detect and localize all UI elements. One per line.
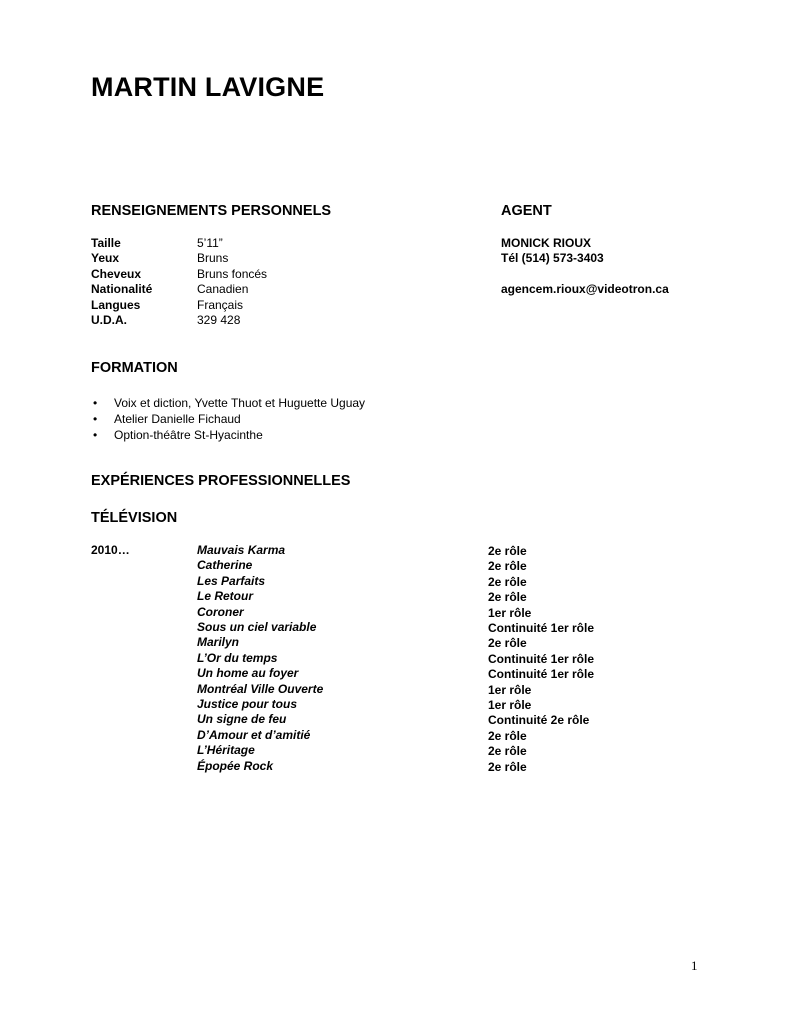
agent-email: agencem.rioux@videotron.ca [501, 282, 669, 296]
row-value: Bruns foncés [197, 266, 268, 281]
show-title: D’Amour et d’amitié [197, 727, 311, 742]
personal-row-hair [91, 267, 267, 282]
television-heading: TÉLÉVISION [91, 510, 178, 526]
bullet-icon: • [93, 428, 98, 442]
role: 2e rôle [488, 590, 527, 605]
show-title: Justice pour tous [197, 697, 298, 712]
page-number: 1 [691, 958, 698, 973]
role: 2e rôle [488, 544, 527, 558]
television-year: 2010… [91, 543, 130, 557]
list-item-text: Option-théâtre St-Hyacinthe [114, 428, 263, 442]
show-title: Mauvais Karma [197, 543, 286, 557]
row-label: Nationalité [91, 282, 153, 297]
show-title: Catherine [197, 558, 253, 573]
row-label: Cheveux [91, 266, 142, 281]
personal-row-eyes [91, 251, 267, 266]
personal-row-languages [91, 298, 267, 313]
role: 2e rôle [488, 574, 527, 589]
row-label: Yeux [91, 251, 120, 266]
television-roles [488, 544, 594, 775]
role: Continuité 1er rôle [488, 651, 595, 666]
role: 2e rôle [488, 728, 527, 743]
row-value: Canadien [197, 282, 249, 297]
row-value: 329 428 [197, 312, 241, 327]
role: Continuité 1er rôle [488, 667, 595, 682]
row-label: Langues [91, 297, 141, 312]
personal-info-table [91, 236, 267, 328]
show-title: L’Héritage [197, 743, 255, 758]
television-titles [197, 543, 323, 774]
role: 1er rôle [488, 605, 532, 620]
role: Continuité 2e rôle [488, 713, 590, 728]
role: 2e rôle [488, 759, 527, 774]
show-title: Épopée Rock [197, 758, 274, 773]
list-item [91, 411, 365, 427]
row-label: Taille [91, 236, 121, 250]
show-title: Le Retour [197, 589, 254, 604]
personal-row-nationality [91, 282, 267, 297]
row-value: Bruns [197, 251, 229, 266]
show-title: Sous un ciel variable [197, 620, 317, 635]
show-title: Un signe de feu [197, 712, 287, 727]
row-value: Français [197, 297, 244, 312]
formation-list [91, 395, 365, 443]
list-item-text: Voix et diction, Yvette Thuot et Huguette Uguay [114, 396, 366, 410]
list-item [91, 427, 365, 443]
show-title: Un home au foyer [197, 666, 299, 681]
agent-heading: AGENT [501, 203, 552, 219]
personal-row-height [91, 236, 267, 251]
role: Continuité 1er rôle [488, 621, 595, 636]
personal-row-uda [91, 313, 267, 328]
role: 2e rôle [488, 636, 527, 651]
role: 1er rôle [488, 682, 532, 697]
formation-heading: FORMATION [91, 360, 178, 376]
row-label: U.D.A. [91, 312, 127, 327]
list-item [91, 395, 365, 411]
experiences-heading: EXPÉRIENCES PROFESSIONNELLES [91, 473, 351, 489]
show-title: Montréal Ville Ouverte [197, 681, 324, 696]
role: 1er rôle [488, 698, 532, 713]
row-value: 5’11” [197, 236, 223, 250]
personal-heading: RENSEIGNEMENTS PERSONNELS [91, 203, 332, 219]
agent-phone: Tél (514) 573-3403 [501, 251, 604, 265]
show-title: L’Or du temps [197, 650, 278, 665]
bullet-icon: • [93, 396, 98, 410]
role: 2e rôle [488, 559, 527, 574]
show-title: Les Parfaits [197, 573, 266, 588]
show-title: Marilyn [197, 635, 240, 650]
role: 2e rôle [488, 744, 527, 759]
show-title: Coroner [197, 604, 244, 619]
list-item-text: Atelier Danielle Fichaud [114, 412, 241, 426]
bullet-icon: • [93, 412, 98, 426]
resume-name: MARTIN LAVIGNE [91, 72, 325, 102]
agent-name: MONICK RIOUX [501, 236, 591, 250]
